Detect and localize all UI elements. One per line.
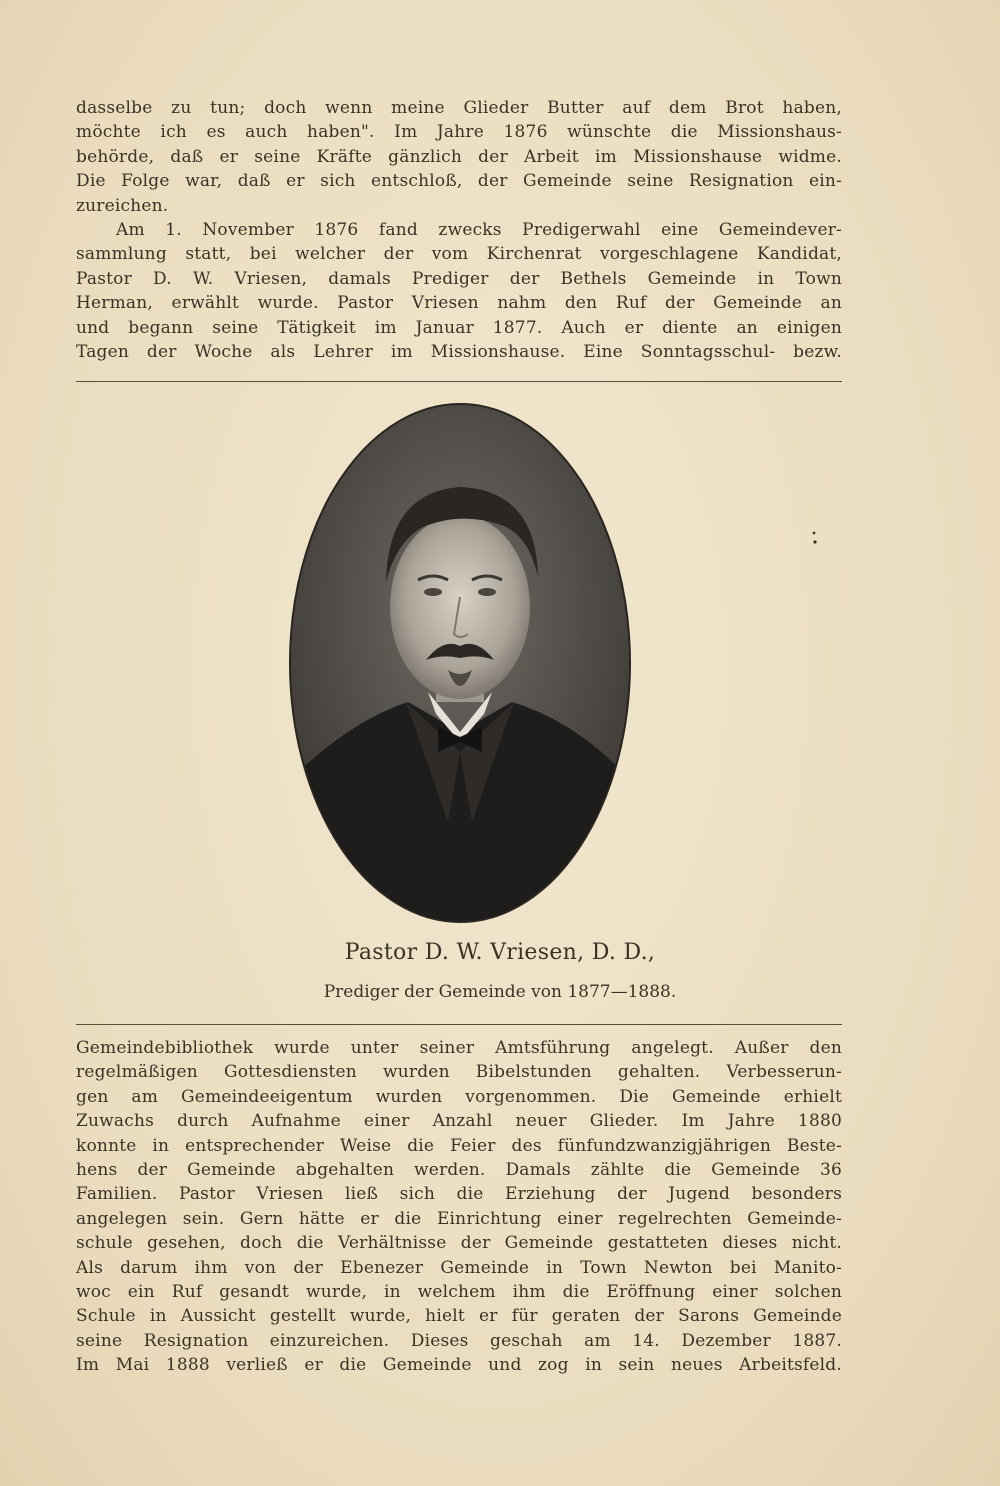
text-line: gen am Gemeindeeigentum wurden vorgenommen. Die Gemeinde erhielt [76,1086,842,1107]
lower-divider-rule [76,1024,842,1025]
text-line: Zuwachs durch Aufnahme einer Anzahl neuer Glieder. Im Jahre 1880 [76,1111,842,1132]
text-line: schule gesehen, doch die Verhältnisse der Gemeinde gestatteten dieses nicht. [76,1233,842,1254]
portrait-photo [288,402,632,924]
text-line: Gemeindebibliothek wurde unter seiner Amtsführung angelegt. Außer den [76,1038,842,1058]
text-line: sammlung statt, bei welcher der vom Kirchenrat vorgeschlagene Kandidat, [76,244,842,265]
text-line: Die Folge war, daß er sich entschloß, der Gemeinde seine Resignation ein- [76,171,842,192]
text-line: Im Mai 1888 verließ er die Gemeinde und zog in sein neues Arbeitsfeld. [76,1355,842,1376]
bottom-paragraph [76,1036,842,1377]
text-line: zureichen. [76,195,169,216]
text-line: Am 1. November 1876 fand zwecks Predigerwahl eine Gemeindever- [116,220,842,240]
text-line: hens der Gemeinde abgehalten werden. Damals zählte die Gemeinde 36 [76,1159,842,1180]
print-speck-mark [812,530,817,544]
text-line: Als darum ihm von der Ebenezer Gemeinde in Town Newton bei Manito- [76,1257,842,1278]
second-paragraph [76,218,842,364]
text-line: seine Resignation einzureichen. Dieses geschah am 14. Dezember 1887. [76,1330,842,1351]
text-line: Tagen der Woche als Lehrer im Missionshause. Eine Sonntagsschul- bezw. [76,341,842,362]
upper-divider-rule [76,381,842,382]
text-line: regelmäßigen Gottesdiensten wurden Bibelstunden gehalten. Verbesserun- [76,1062,842,1083]
text-line: Pastor D. W. Vriesen, damals Prediger der Bethels Gemeinde in Town [76,268,842,289]
text-line: und begann seine Tätigkeit im Januar 1877. Auch er diente an einigen [76,317,842,338]
text-line: konnte in entsprechender Weise die Feier des fünfundzwanzigjährigen Beste- [76,1135,842,1156]
text-line: behörde, daß er seine Kräfte gänzlich der Arbeit im Missionshause widme. [76,146,842,167]
text-line: möchte ich es auch haben". Im Jahre 1876 wünschte die Missionshaus- [76,122,842,143]
top-paragraph [76,96,842,218]
text-line: Familien. Pastor Vriesen ließ sich die Erziehung der Jugend besonders [76,1184,842,1205]
text-line: dasselbe zu tun; doch wenn meine Glieder Butter auf dem Brot haben, [76,98,842,118]
text-line: woc ein Ruf gesandt wurde, in welchem ihm die Eröffnung einer solchen [76,1281,842,1302]
portrait-caption-role: Prediger der Gemeinde von 1877—1888. [323,982,677,1002]
text-line: Schule in Aussicht gestellt wurde, hielt er für geraten der Sarons Gemeinde [76,1306,842,1327]
text-line: angelegen sein. Gern hätte er die Einrichtung einer regelrechten Gemeinde- [76,1208,842,1229]
text-line: Herman, erwählt wurde. Pastor Vriesen nahm den Ruf der Gemeinde an [76,293,842,314]
portrait-caption-name: Pastor D. W. Vriesen, D. D., [344,940,656,965]
